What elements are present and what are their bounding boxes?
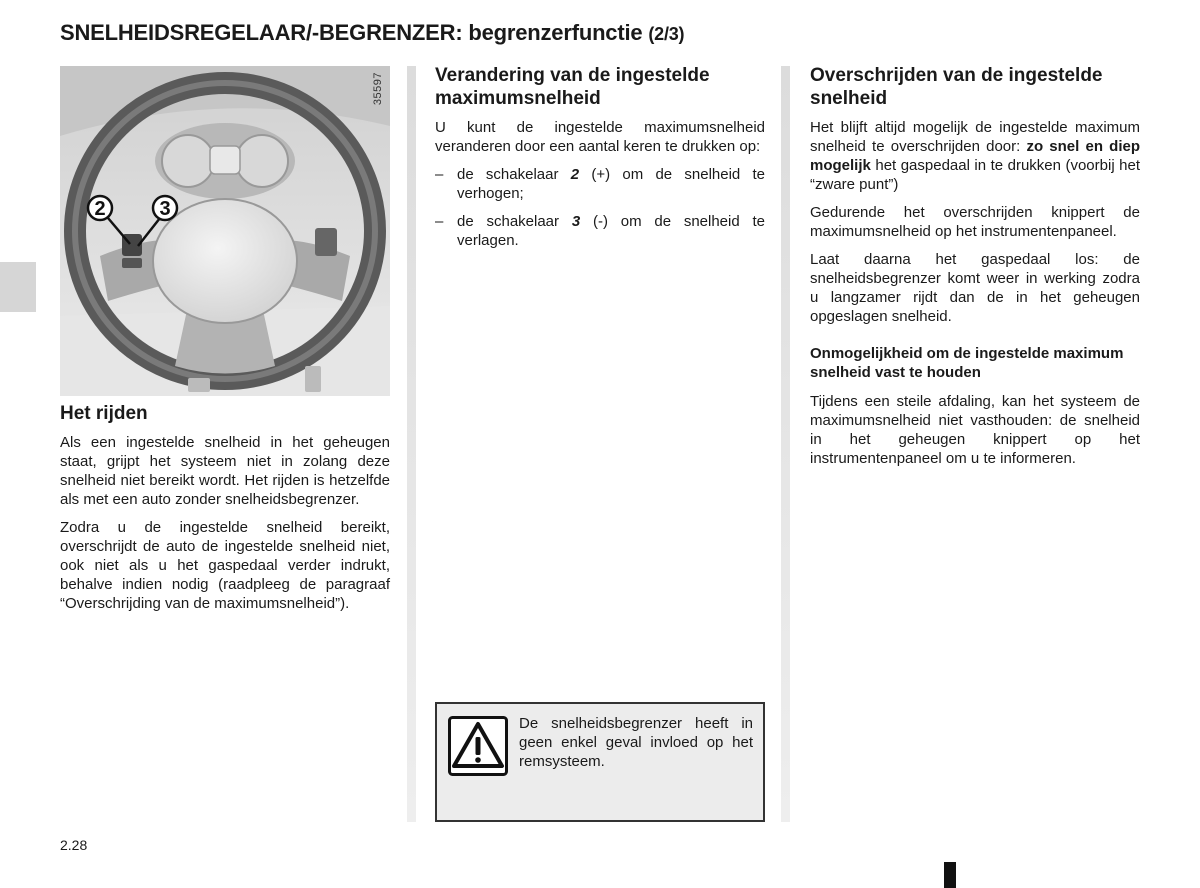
text-span: Het blijft altijd mogelijk de ingestelde maximum snelheid te overschrijden door:	[810, 119, 1140, 155]
callout-3: 3	[159, 198, 171, 220]
list-item-prefix: de schakelaar	[457, 166, 559, 183]
heading-change-speed: Verandering van de ingestelde maximumsnelheid	[435, 65, 710, 109]
steering-wheel-illustration	[60, 66, 390, 396]
paragraph-exceed-3: Laat daarna het gaspedaal los: de snelheidsbegrenzer komt weer in werking zodra u langzamer rijdt dan de in het geheugen opgeslagen snelheid.	[810, 251, 1140, 325]
switch-number: 2	[570, 166, 580, 183]
illustration-reference-number: 35597	[372, 72, 384, 106]
subheading-impossible: Onmogelijkheid om de ingestelde maximum snelheid vast te houden	[810, 345, 1124, 381]
warning-text: De snelheidsbegrenzer heeft in geen enkel geval invloed op het remsysteem.	[519, 715, 753, 770]
warning-box	[435, 702, 765, 822]
column-change-speed	[435, 64, 765, 259]
switch-list	[435, 165, 765, 250]
heading-het-rijden: Het rijden	[60, 403, 148, 424]
warning-triangle-icon	[448, 716, 508, 776]
bold-emphasis: zo snel en diep mogelijk	[810, 138, 1140, 174]
switch-number: 3	[571, 213, 581, 230]
column-exceed-speed	[810, 64, 1140, 477]
list-item-suffix: (-) om de snelheid te verlagen.	[457, 213, 765, 249]
page-title	[60, 20, 684, 46]
page-edge-marker	[944, 862, 956, 888]
paragraph-driving-1: Als een ingestelde snelheid in het geheugen staat, grijpt het systeem niet in zolang deze snelheid niet bereikt wordt. Het rijden is hetzelfde als met een auto zonder snelheidsbegrenzer.	[60, 434, 390, 508]
paragraph-change-intro: U kunt de ingestelde maximumsnelheid veranderen door een aantal keren te drukken op:	[435, 119, 765, 155]
section-tab	[0, 262, 36, 312]
paragraph-exceed-1	[810, 118, 1140, 194]
column-divider-left	[407, 66, 416, 822]
page-number: 2.28	[60, 837, 88, 853]
paragraph-driving-2: Zodra u de ingestelde snelheid bereikt, overschrijdt de auto de ingestelde snelheid niet, ook niet als u het gaspedaal verder indrukt, behalve indien nodig (raadpleeg de paragraaf “Overschrijding van de maximumsnelheid”).	[60, 519, 390, 612]
column-driving	[60, 402, 390, 622]
heading-exceed-speed: Overschrijden van de ingestelde snelheid	[810, 65, 1103, 109]
list-item	[435, 165, 765, 203]
page-title-main: SNELHEIDSREGELAAR/-BEGRENZER: begrenzerfunctie	[60, 20, 643, 45]
steering-wheel-drawing	[60, 66, 390, 396]
list-item-suffix: (+) om de snelheid te verhogen;	[457, 166, 766, 202]
column-divider-right	[781, 66, 790, 822]
list-item-prefix: de schakelaar	[457, 213, 560, 230]
callout-2: 2	[94, 198, 106, 220]
paragraph-exceed-2: Gedurende het overschrijden knippert de maximumsnelheid op het instrumentenpaneel.	[810, 204, 1140, 240]
text-span: het gaspedaal in te drukken (voorbij het “zware punt”)	[810, 157, 1140, 193]
page-title-part: (2/3)	[648, 24, 685, 44]
paragraph-exceed-4: Tijdens een steile afdaling, kan het systeem de maximumsnelheid niet vasthouden: de snelheid in het geheugen knippert op het instrumentenpaneel om u te informeren.	[810, 393, 1140, 467]
list-item	[435, 212, 765, 250]
